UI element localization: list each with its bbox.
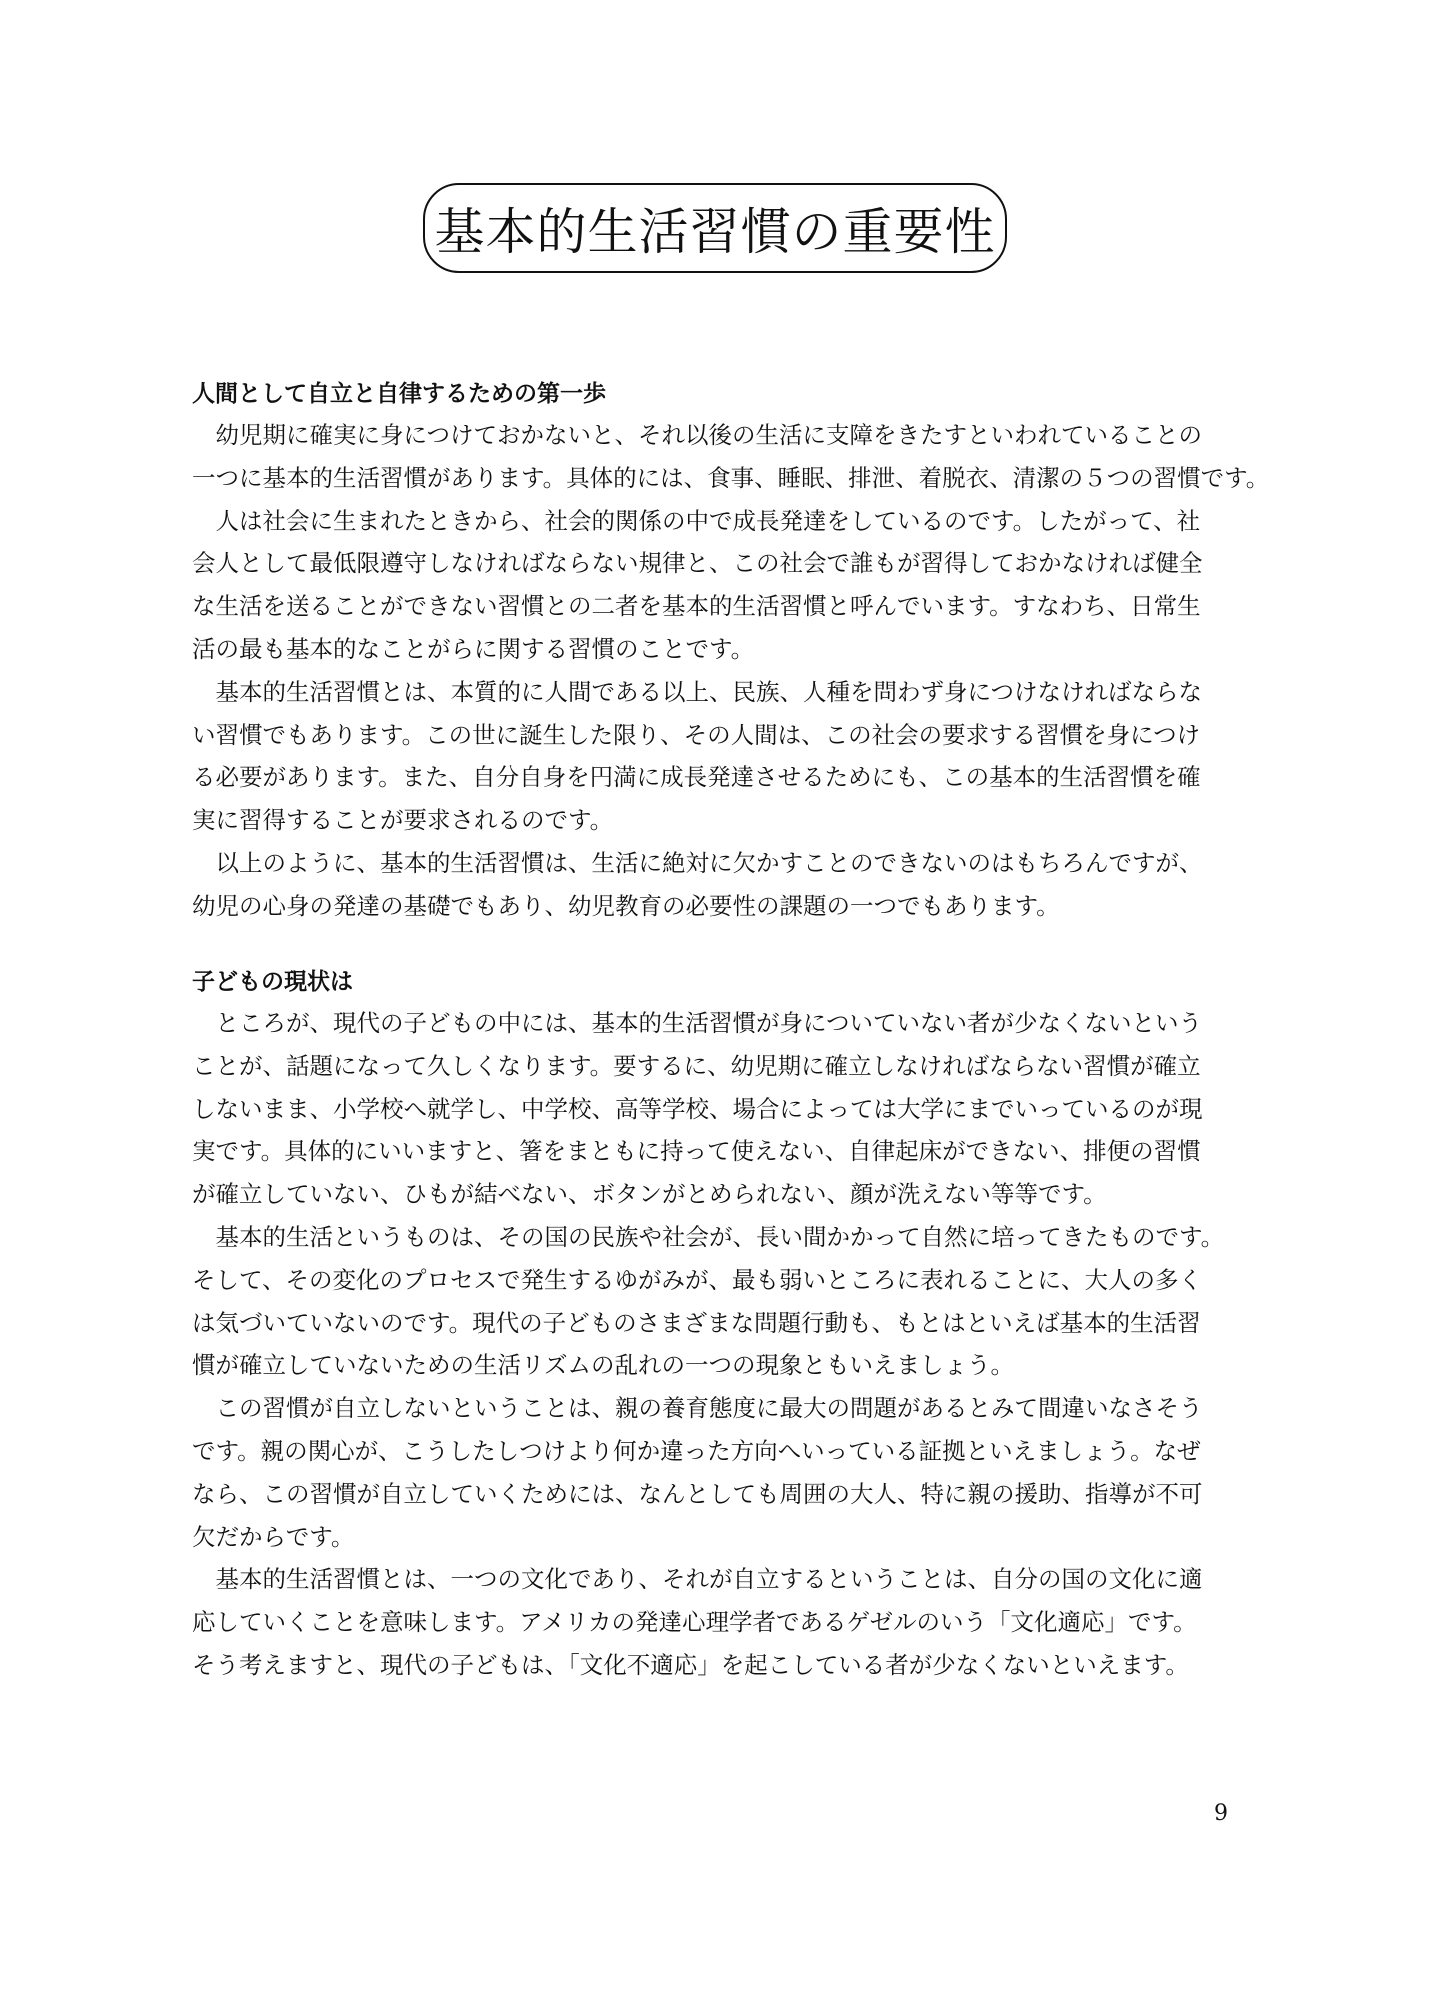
page-number: 9 — [1214, 1801, 1228, 1826]
page-title: 基本的生活習慣の重要性 — [423, 183, 1007, 273]
text-line: そう考えますと、現代の子どもは、「文化不適応」を起こしている者が少なくないといえます。 — [192, 1650, 1189, 1679]
text-line: 実です。具体的にいいますと、箸をまともに持って使えない、自律起床ができない、排便の習慣 — [192, 1137, 1201, 1166]
text-line: です。親の関心が、こうしたしつけより何か違った方向へいっている証拠といえましょう。なぜ — [192, 1436, 1201, 1465]
text-line: 慣が確立していないための生活リズムの乱れの一つの現象ともいえましょう。 — [192, 1351, 1015, 1380]
section-body — [192, 1002, 1232, 1687]
text-line: 実に習得することが要求されるのです。 — [192, 806, 614, 835]
section-heading: 人間として自立と自律するための第一歩 — [192, 381, 606, 407]
text-line: ところが、現代の子どもの中には、基本的生活習慣が身についていない者が少なくないという — [192, 1009, 1203, 1037]
text-line: る必要があります。また、自分自身を円満に成長発達させるためにも、この基本的生活習慣を確 — [192, 763, 1201, 792]
text-line: な生活を送ることができない習慣との二者を基本的生活習慣と呼んでいます。すなわち、日常生 — [192, 592, 1201, 621]
text-line: なら、この習慣が自立していくためには、なんとしても周囲の大人、特に親の援助、指導が不可 — [192, 1479, 1203, 1508]
text-line: い習慣でもあります。この世に誕生した限り、その人間は、この社会の要求する習慣を身につけ — [192, 720, 1201, 749]
text-line: この習慣が自立しないということは、親の養育態度に最大の問題があるとみて間違いなさそう — [192, 1394, 1203, 1423]
text-line: そして、その変化のプロセスで発生するゆがみが、最も弱いところに表れることに、大人の多く — [192, 1265, 1203, 1294]
text-line: 欠だからです。 — [192, 1522, 355, 1551]
text-line: 基本的生活習慣とは、一つの文化であり、それが自立するということは、自分の国の文化に適 — [192, 1565, 1203, 1594]
section-heading: 子どもの現状は — [192, 969, 353, 995]
text-line: 幼児期に確実に身につけておかないと、それ以後の生活に支障をきたすといわれていることの — [192, 421, 1203, 449]
text-line: 幼児の心身の発達の基礎でもあり、幼児教育の必要性の課題の一つでもあります。 — [192, 891, 1060, 920]
text-line: ことが、話題になって久しくなります。要するに、幼児期に確立しなければならない習慣が確立 — [192, 1051, 1201, 1080]
text-line: 活の最も基本的なことがらに関する習慣のことです。 — [192, 634, 755, 663]
section-2 — [192, 962, 1232, 1687]
section-body — [192, 414, 1270, 928]
text-line: 一つに基本的生活習慣があります。具体的には、食事、睡眠、排泄、着脱衣、清潔の５つの習慣です。 — [192, 463, 1270, 492]
text-line: は気づいていないのです。現代の子どものさまざまな問題行動も、もとはといえば基本的生活習 — [192, 1308, 1201, 1337]
text-line: が確立していない、ひもが結べない、ボタンがとめられない、顔が洗えない等等です。 — [192, 1180, 1107, 1209]
section-1 — [192, 374, 1270, 928]
text-line: 人は社会に生まれたときから、社会的関係の中で成長発達をしているのです。したがって、社 — [192, 506, 1201, 535]
text-line: 応していくことを意味します。アメリカの発達心理学者であるゲゼルのいう「文化適応」です。 — [192, 1608, 1197, 1637]
text-line: しないまま、小学校へ就学し、中学校、高等学校、場合によっては大学にまでいっているのが現 — [192, 1094, 1203, 1123]
text-line: 基本的生活習慣とは、本質的に人間である以上、民族、人種を問わず身につけなければならな — [192, 677, 1203, 706]
text-line: 基本的生活というものは、その国の民族や社会が、長い間かかって自然に培ってきたものです。 — [192, 1222, 1225, 1251]
text-line: 会人として最低限遵守しなければならない規律と、この社会で誰もが習得しておかなければ健全 — [192, 549, 1203, 578]
text-line: 以上のように、基本的生活習慣は、生活に絶対に欠かすことのできないのはもちろんですが、 — [192, 848, 1203, 877]
